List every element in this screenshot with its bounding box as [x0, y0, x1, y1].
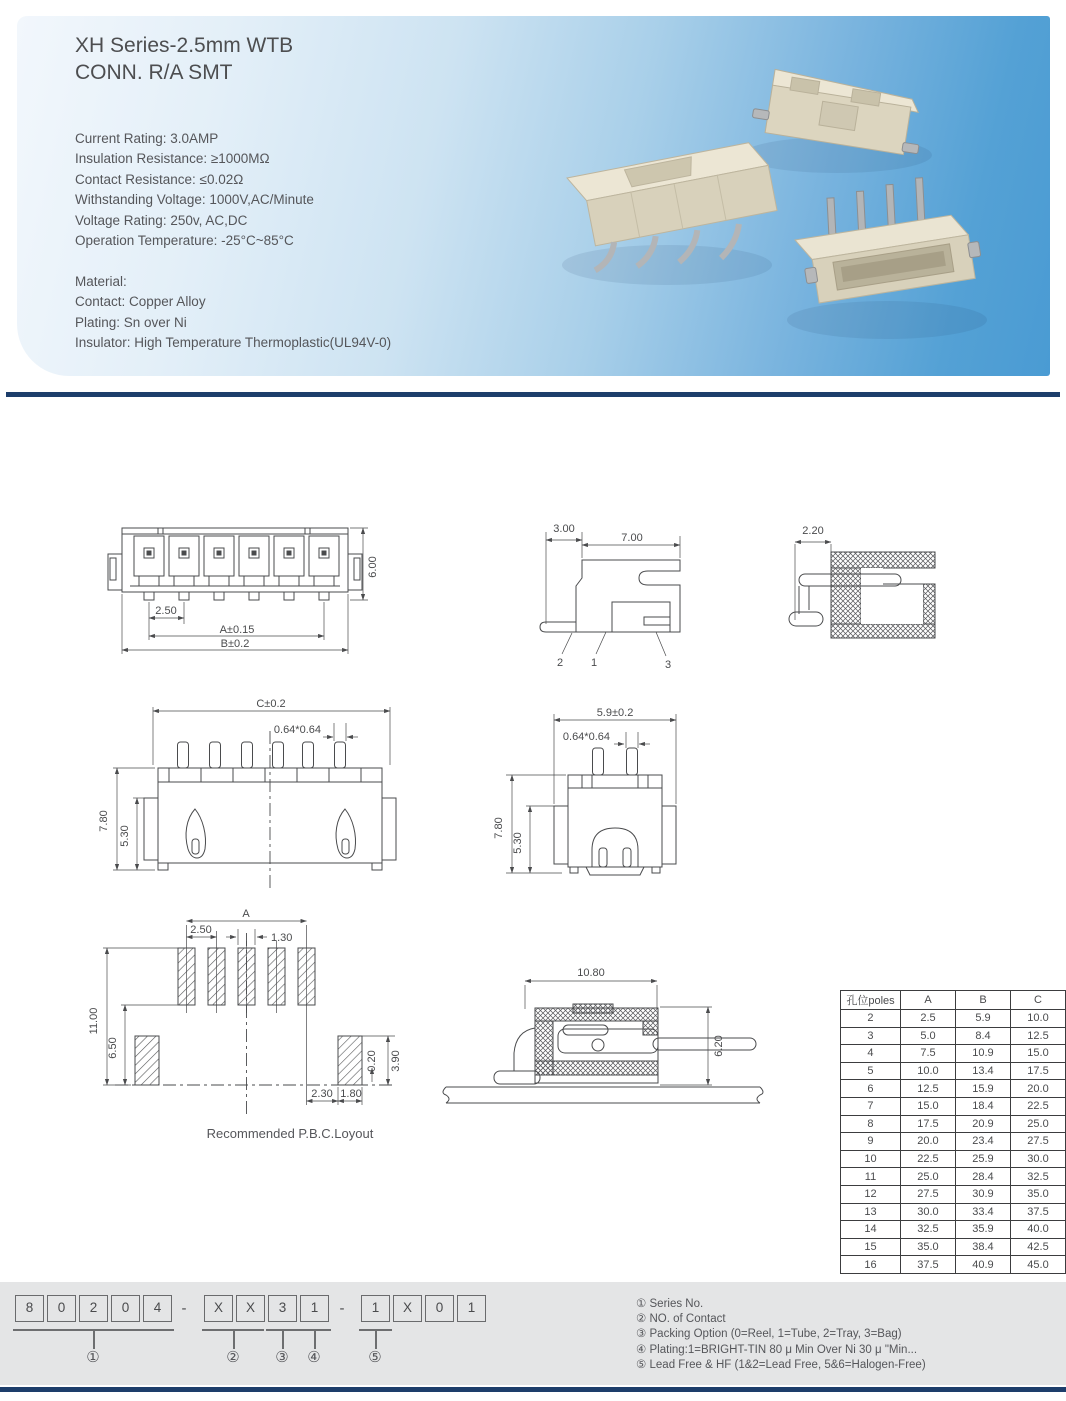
table-cell: 15.9	[955, 1080, 1010, 1098]
col-header-poles: 孔位poles	[841, 991, 901, 1010]
table-row	[841, 1168, 1066, 1186]
table-cell: 9	[841, 1133, 901, 1151]
col-header-b: B	[955, 991, 1010, 1010]
spec-line: Withstanding Voltage: 1000V,AC/Minute	[75, 192, 314, 208]
dim-180: 1.80	[340, 1088, 362, 1100]
table-cell: 16	[841, 1256, 901, 1274]
table-cell: 20.0	[1010, 1080, 1065, 1098]
legend-line: ③ Packing Option (0=Reel, 1=Tube, 2=Tray, 3=Bag)	[636, 1328, 902, 1341]
spec-list	[75, 129, 314, 251]
title-line-2: CONN. R/A SMT	[75, 61, 233, 84]
table-row	[841, 1010, 1066, 1028]
dim-620: 6.20	[713, 1035, 725, 1057]
legend-line: ① Series No.	[636, 1298, 704, 1310]
material-line: Insulator: High Temperature Thermoplastic(UL94V-0)	[75, 335, 392, 351]
table-cell: 2.5	[900, 1010, 955, 1028]
spec-line: Insulation Resistance: ≥1000MΩ	[75, 151, 270, 167]
table-cell: 15.0	[900, 1097, 955, 1115]
pn-box: 2	[79, 1295, 108, 1322]
table-cell: 18.4	[955, 1097, 1010, 1115]
pcb-layout-caption: Recommended P.B.C.Loyout	[206, 1126, 374, 1141]
table-cell: 27.5	[1010, 1133, 1065, 1151]
pn-separator: -	[339, 1300, 345, 1317]
table-cell: 17.5	[900, 1115, 955, 1133]
pn-leader	[93, 1331, 95, 1349]
material-line: Plating: Sn over Ni	[75, 314, 187, 330]
dim-650: 6.50	[107, 1037, 119, 1059]
front-view-drawing	[100, 514, 400, 674]
table-cell: 6	[841, 1080, 901, 1098]
pn-leader	[375, 1331, 377, 1349]
table-cell: 37.5	[900, 1256, 955, 1274]
dim-a: A	[242, 908, 250, 920]
dim-pitch: 2.50	[190, 924, 212, 936]
title-line-1: XH Series-2.5mm WTB	[75, 34, 294, 57]
col-header-c: C	[1010, 991, 1065, 1010]
table-row	[841, 1080, 1066, 1098]
pn-callout-4: ④	[307, 1349, 321, 1366]
legend-line: ⑤ Lead Free & HF (1&2=Lead Free, 5&6=Halogen-Free)	[636, 1358, 926, 1371]
pn-box: 0	[47, 1295, 76, 1322]
spec-line: Contact Resistance: ≤0.02Ω	[75, 171, 244, 187]
table-cell: 27.5	[900, 1185, 955, 1203]
dim-pad: 1.30	[271, 932, 293, 944]
col-header-a: A	[900, 991, 955, 1010]
dim-1080: 10.80	[577, 967, 605, 979]
pn-box: 0	[425, 1295, 454, 1322]
table-row	[841, 1115, 1066, 1133]
dim-020: 0.20	[366, 1050, 378, 1072]
pn-callout-5: ⑤	[368, 1349, 382, 1366]
table-row	[841, 1027, 1066, 1045]
table-row	[841, 1045, 1066, 1063]
table-row	[841, 1133, 1066, 1151]
pn-box: 1	[300, 1295, 329, 1322]
side-section-drawing	[438, 943, 768, 1118]
pn-box: 4	[143, 1295, 172, 1322]
dim-530: 5.30	[119, 825, 131, 847]
spec-line: Voltage Rating: 250v, AC,DC	[75, 212, 248, 228]
callout-1: 1	[590, 657, 598, 669]
table-cell: 5	[841, 1062, 901, 1080]
table-cell: 33.4	[955, 1203, 1010, 1221]
bottom-divider	[0, 1387, 1066, 1392]
table-cell: 12	[841, 1185, 901, 1203]
dim-a: A±0.15	[219, 624, 255, 636]
table-cell: 30.0	[1010, 1150, 1065, 1168]
table-row	[841, 1097, 1066, 1115]
table-cell: 35.9	[955, 1221, 1010, 1239]
spec-line: Current Rating: 3.0AMP	[75, 131, 219, 146]
table-cell: 10	[841, 1150, 901, 1168]
table-cell: 5.0	[900, 1027, 955, 1045]
pn-box: 0	[111, 1295, 140, 1322]
table-cell: 28.4	[955, 1168, 1010, 1186]
legend-line: ④ Plating:1=BRIGHT-TIN 80 μ Min Over Ni 30 μ "Min...	[636, 1343, 918, 1356]
pn-leader	[282, 1331, 284, 1349]
table-cell: 11	[841, 1168, 901, 1186]
table-cell: 15	[841, 1238, 901, 1256]
back-view-drawing	[95, 693, 430, 898]
table-row	[841, 1203, 1066, 1221]
table-cell: 32.5	[900, 1221, 955, 1239]
table-row	[841, 1256, 1066, 1274]
table-cell: 40.0	[1010, 1221, 1065, 1239]
pn-box: X	[236, 1295, 265, 1322]
dim-pin: 0.64*0.64	[273, 724, 321, 736]
dim-220: 2.20	[802, 525, 824, 537]
material-line: Material:	[75, 274, 127, 289]
connector-right	[788, 170, 984, 305]
table-cell: 40.9	[955, 1256, 1010, 1274]
table-cell: 17.5	[1010, 1062, 1065, 1080]
dim-530: 5.30	[512, 832, 524, 854]
part-number-bar	[0, 1282, 1066, 1385]
spec-line: Operation Temperature: -25°C~85°C	[75, 233, 294, 249]
table-cell: 23.4	[955, 1133, 1010, 1151]
side-view-drawing	[532, 514, 742, 672]
header-card	[17, 16, 1050, 376]
legend-line: ② NO. of Contact	[636, 1313, 726, 1326]
dim-3: 3.00	[553, 523, 575, 535]
dim-w: 5.9±0.2	[596, 707, 634, 719]
table-cell: 30.9	[955, 1185, 1010, 1203]
pn-box: 3	[268, 1295, 297, 1322]
pn-box: 1	[361, 1295, 390, 1322]
table-cell: 15.0	[1010, 1045, 1065, 1063]
pn-box: 8	[15, 1295, 44, 1322]
pn-legend	[636, 1297, 926, 1373]
table-row	[841, 1221, 1066, 1239]
table-cell: 5.9	[955, 1010, 1010, 1028]
dim-7: 7.00	[621, 532, 643, 544]
pn-separator: -	[181, 1300, 187, 1317]
table-cell: 10.0	[900, 1062, 955, 1080]
dim-pin: 0.64*0.64	[562, 731, 610, 743]
section-view-drawing	[783, 516, 958, 656]
pn-box: 1	[457, 1295, 486, 1322]
dim-1100: 11.00	[88, 1007, 100, 1035]
material-line: Contact: Copper Alloy	[75, 294, 206, 310]
table-cell: 8.4	[955, 1027, 1010, 1045]
dim-pitch: 2.50	[155, 605, 177, 617]
table-cell: 12.5	[1010, 1027, 1065, 1045]
table-cell: 2	[841, 1010, 901, 1028]
pn-callout-2: ②	[226, 1349, 240, 1366]
table-cell: 25.9	[955, 1150, 1010, 1168]
callout-3: 3	[664, 659, 672, 671]
table-cell: 13	[841, 1203, 901, 1221]
pn-callout-1: ①	[86, 1349, 100, 1366]
table-cell: 42.5	[1010, 1238, 1065, 1256]
dim-780: 7.80	[98, 810, 110, 832]
table-cell: 25.0	[900, 1168, 955, 1186]
pn-box: X	[393, 1295, 422, 1322]
table-cell: 4	[841, 1045, 901, 1063]
dim-b: B±0.2	[220, 638, 250, 650]
callout-2: 2	[556, 657, 564, 669]
page-title	[75, 32, 293, 86]
table-row	[841, 1238, 1066, 1256]
table-header-row	[841, 991, 1066, 1010]
table-cell: 3	[841, 1027, 901, 1045]
table-cell: 30.0	[900, 1203, 955, 1221]
table-row	[841, 1185, 1066, 1203]
dim-780: 7.80	[493, 817, 505, 839]
table-cell: 20.9	[955, 1115, 1010, 1133]
end-view-drawing	[492, 698, 704, 913]
dim-c: C±0.2	[256, 698, 286, 710]
table-cell: 35.0	[900, 1238, 955, 1256]
table-cell: 10.0	[1010, 1010, 1065, 1028]
dim-390: 3.90	[390, 1050, 402, 1072]
pcb-layout-drawing	[85, 903, 430, 1138]
table-cell: 35.0	[1010, 1185, 1065, 1203]
dim-230: 2.30	[311, 1088, 333, 1100]
pn-box: X	[204, 1295, 233, 1322]
table-cell: 25.0	[1010, 1115, 1065, 1133]
table-cell: 13.4	[955, 1062, 1010, 1080]
table-cell: 32.5	[1010, 1168, 1065, 1186]
table-cell: 22.5	[1010, 1097, 1065, 1115]
table-cell: 8	[841, 1115, 901, 1133]
dim-height: 6.00	[367, 556, 379, 578]
table-row	[841, 1150, 1066, 1168]
table-body	[841, 1010, 1066, 1274]
table-cell: 7	[841, 1097, 901, 1115]
pn-leader	[233, 1331, 235, 1349]
table-cell: 20.0	[900, 1133, 955, 1151]
table-row	[841, 1062, 1066, 1080]
dimension-table	[840, 990, 1066, 1274]
table-cell: 7.5	[900, 1045, 955, 1063]
table-cell: 10.9	[955, 1045, 1010, 1063]
table-cell: 38.4	[955, 1238, 1010, 1256]
table-cell: 37.5	[1010, 1203, 1065, 1221]
pn-leader	[314, 1331, 316, 1349]
top-divider	[6, 392, 1060, 397]
material-list	[75, 272, 391, 354]
table-cell: 22.5	[900, 1150, 955, 1168]
pn-callout-3: ③	[275, 1349, 289, 1366]
table-cell: 12.5	[900, 1080, 955, 1098]
table-cell: 45.0	[1010, 1256, 1065, 1274]
product-photo	[537, 30, 1050, 374]
table-cell: 14	[841, 1221, 901, 1239]
